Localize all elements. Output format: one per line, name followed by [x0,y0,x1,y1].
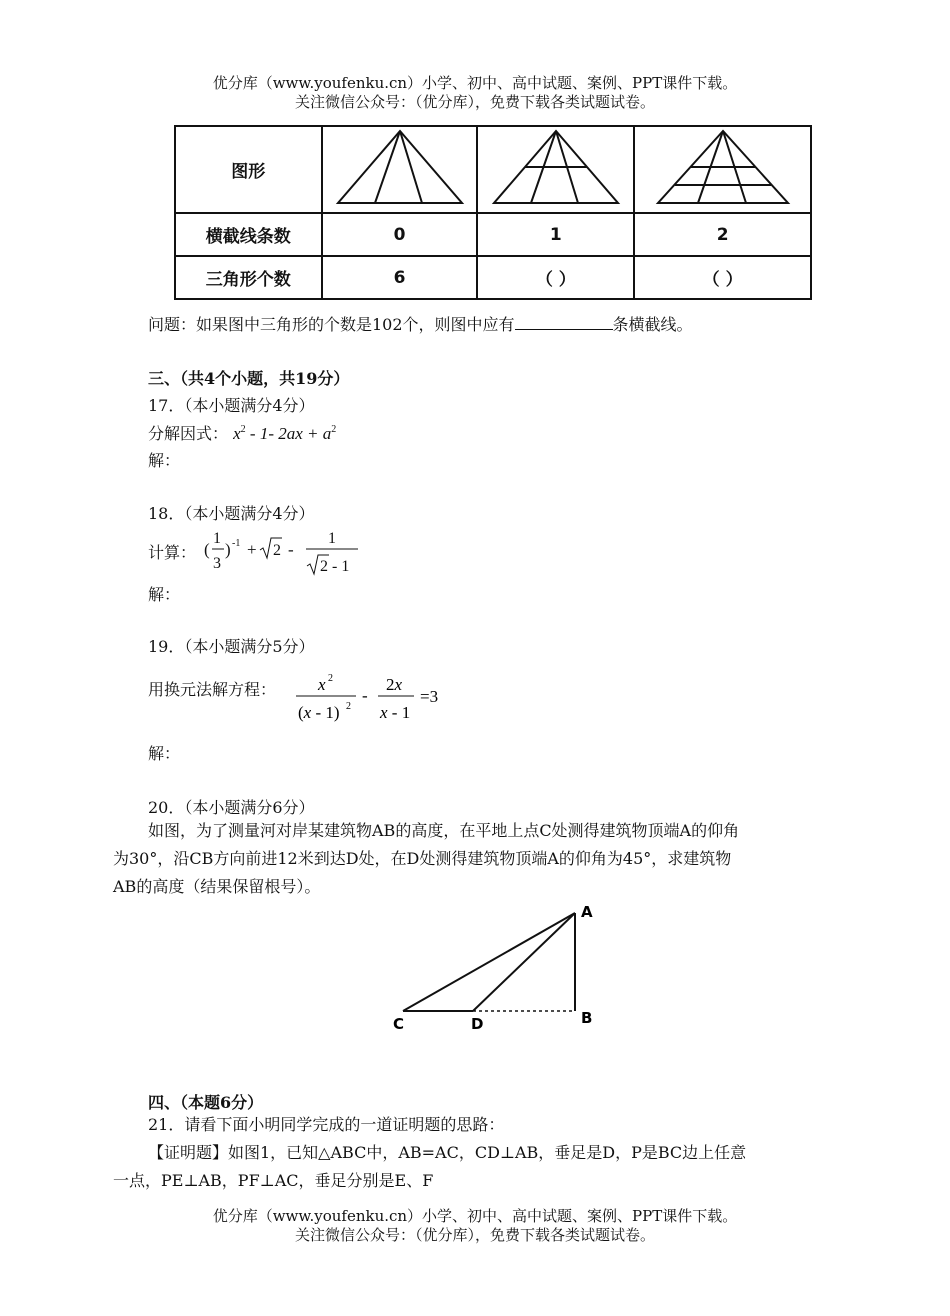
svg-text:3: 3 [213,555,221,572]
q17-head: 17．（本小题满分4分） [148,396,315,415]
row-label-triangles: 三角形个数 [175,256,322,299]
svg-text:2 - 1: 2 - 1 [320,558,350,575]
figure-cell-0 [322,126,478,213]
q20-text-line-2: 为30°，沿CB方向前进12米到达D处，在D处测得建筑物顶端A的仰角为45°，求建筑物 [113,849,732,868]
q19-expression [290,668,460,728]
q18-expression [200,522,370,578]
row-label-lines: 横截线条数 [175,213,322,256]
line-count-2: 2 [634,213,811,256]
q18-answer-label: 解： [148,585,181,604]
svg-text:=3: =3 [420,687,439,706]
q18-head: 18．（本小题满分4分） [148,504,315,523]
q21-line-1: 21．请看下面小明同学完成的一道证明题的思路： [148,1115,505,1134]
q20-text-line-3: AB的高度（结果保留根号）。 [113,877,321,896]
triangle-count-0: 6 [322,256,478,299]
svg-text:-: - [362,686,368,705]
triangle-figure-0-lines [330,127,470,207]
line-count-1: 1 [477,213,634,256]
row-label-figure: 图形 [175,126,322,213]
q17-expression: $x^2 - 1-$ $2ax + a^2$ [233,424,337,443]
svg-text:x: x [318,675,326,694]
svg-text:2: 2 [346,701,351,712]
svg-text:2: 2 [328,673,333,684]
q20-figure [385,895,610,1035]
q20-head: 20．（本小题满分6分） [148,798,315,817]
svg-text:+: + [247,540,257,559]
svg-text:-: - [288,540,294,559]
q19-prompt: 用换元法解方程： [148,680,277,699]
header-line-2: 关注微信公众号：（优分库），免费下载各类试题试卷。 [294,93,655,111]
q17-prompt: 分解因式： $x^2 - 1-$ $2ax + a^2$ [148,424,337,443]
label-D: D [471,1015,484,1033]
figure-cell-1 [477,126,634,213]
triangle-count-1: （ ） [477,256,634,299]
triangle-pattern-table [174,125,812,300]
line-count-0: 0 [322,213,478,256]
answer-blank[interactable] [515,315,613,330]
q21-line-3: 一点，PE⊥AB，PF⊥AC，垂足分别是E、F [113,1171,434,1190]
footer-line-2: 关注微信公众号：（优分库），免费下载各类试题试卷。 [294,1226,655,1244]
svg-text:-1: -1 [232,538,241,549]
svg-text:x - 1: x - 1 [380,703,411,722]
figure-cell-2 [634,126,811,213]
svg-text:2: 2 [273,542,281,559]
svg-text:1: 1 [213,530,221,547]
svg-text:2x: 2x [386,675,403,694]
q20-text-line-1: 如图，为了测量河对岸某建筑物AB的高度，在平地上点C处测得建筑物顶端A的仰角 [148,821,740,840]
label-B: B [581,1009,593,1027]
label-C: C [393,1015,405,1033]
footer-line-1: 优分库（www.youfenku.cn）小学、初中、高中试题、案例、PPT课件下载。 [212,1207,738,1225]
triangle-count-2: （ ） [634,256,811,299]
label-A: A [581,903,593,921]
q18-prompt: 计算： [148,543,197,562]
q19-answer-label: 解： [148,744,181,763]
svg-text:(x - 1): (x - 1) [298,703,340,722]
question-16-text: 问题：如果图中三角形的个数是102个，则图中应有 条横截线。 [148,315,693,334]
svg-text:): ) [225,540,231,559]
svg-text:(: ( [204,540,210,559]
header-line-1: 优分库（www.youfenku.cn）小学、初中、高中试题、案例、PPT课件下载。 [212,74,738,92]
triangle-figure-1-line [486,127,626,207]
section-3-title: 三、（共4个小题，共19分） [148,369,350,388]
q17-answer-label: 解： [148,451,181,470]
svg-text:1: 1 [328,530,336,547]
q21-line-2: 【证明题】如图1，已知△ABC中，AB=AC，CD⊥AB，垂足是D，P是BC边上任意 [148,1143,747,1162]
triangle-figure-2-lines [648,127,798,207]
section-4-title: 四、（本题6分） [148,1093,264,1112]
q19-head: 19．（本小题满分5分） [148,637,315,656]
